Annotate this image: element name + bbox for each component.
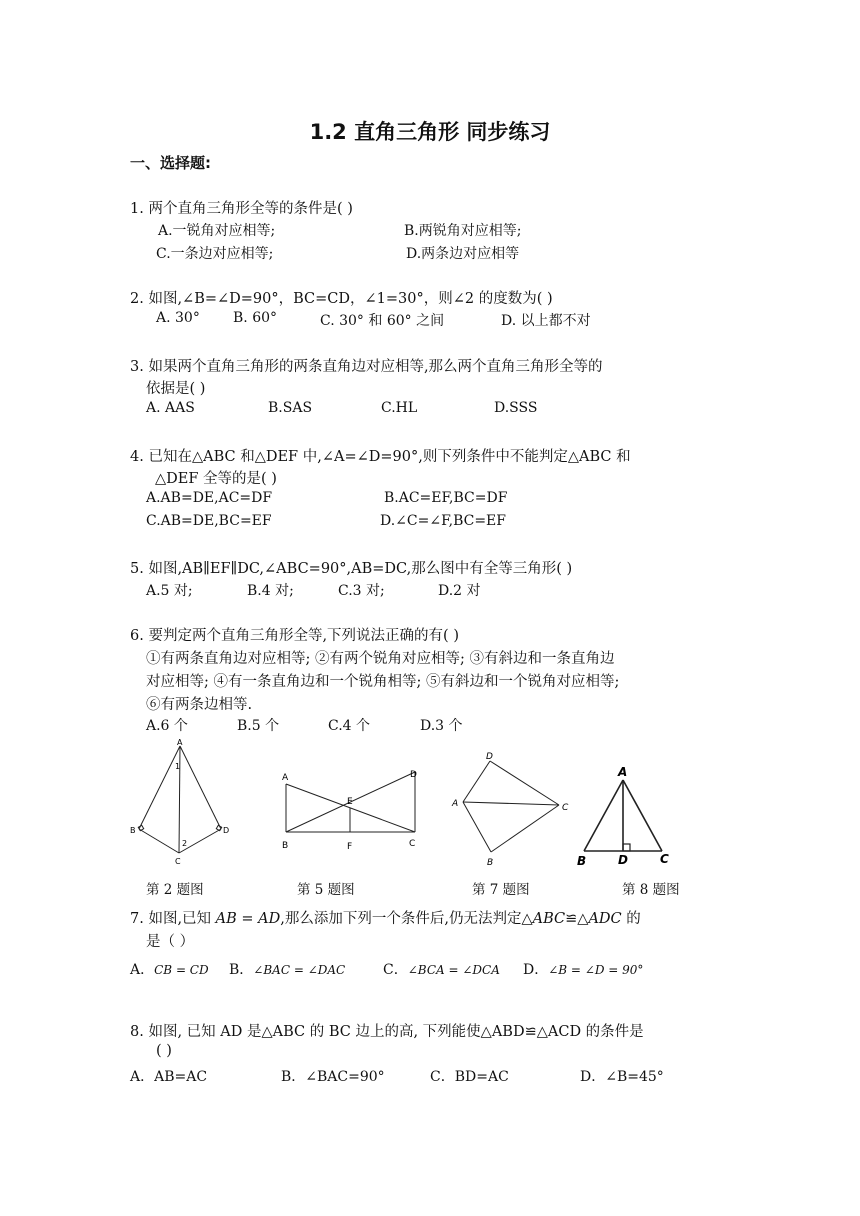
q3-option-a: A. AAS: [146, 400, 195, 416]
q4-option-a: A.AB=DE,AC=DF: [146, 490, 273, 506]
q2-option-a: A. 30°: [156, 310, 200, 326]
fig8-label-d: D: [618, 853, 628, 867]
q7-stem-line1: [130, 907, 641, 928]
section-heading: 一、选择题:: [130, 154, 211, 172]
q8-option-d: D．∠B=45°: [580, 1069, 664, 1085]
q6-line1: ①有两条直角边对应相等; ②有两个锐角对应相等; ③有斜边和一条直角边: [146, 651, 615, 667]
fig7-label-a: A: [452, 799, 459, 809]
q7-option-a-value: CB = CD: [154, 963, 209, 977]
q8-option-b: B．∠BAC=90°: [281, 1069, 385, 1085]
figure-q8: [574, 762, 684, 872]
q4-stem-line2: △DEF 全等的是( ): [155, 471, 277, 487]
q5-stem: 5. 如图,AB∥EF∥DC,∠ABC=90°,AB=DC,那么图中有全等三角形( ): [130, 561, 573, 577]
q2-option-c: C. 30° 和 60° 之间: [320, 313, 445, 329]
q7-option-b-label: B．: [229, 962, 254, 978]
q1-option-c: C.一条边对应相等;: [156, 246, 274, 262]
figure-q7: [448, 748, 578, 873]
fig5-label-f: F: [347, 842, 353, 852]
q7-option-c: [383, 959, 500, 979]
fig7-label-c: C: [562, 803, 569, 813]
q5-option-d: D.2 对: [438, 583, 481, 599]
fig7-label-d: D: [486, 752, 493, 762]
q6-option-a: A.6 个: [146, 718, 188, 734]
q1-option-b: B.两锐角对应相等;: [404, 223, 522, 239]
caption-figure-2: 第 2 题图: [146, 882, 204, 898]
fig7-label-b: B: [487, 858, 494, 868]
q3-stem-line2: 依据是( ): [146, 381, 206, 397]
q6-line2: 对应相等; ④有一条直角边和一个锐角相等; ⑤有斜边和一个锐角对应相等;: [146, 674, 620, 690]
q7-option-c-value: ∠BCA = ∠DCA: [407, 963, 500, 977]
fig2-label-c: C: [175, 857, 181, 866]
q7-option-b-value: ∠BAC = ∠DAC: [253, 963, 346, 977]
figure-q5: [278, 762, 423, 858]
q7-option-d: [523, 959, 643, 979]
q8-option-a: A．AB=AC: [130, 1069, 208, 1085]
figure-q2: [125, 735, 240, 870]
q3-stem-line1: 3. 如果两个直角三角形的两条直角边对应相等,那么两个直角三角形全等的: [130, 359, 603, 375]
fig8-label-c: C: [660, 852, 669, 866]
q7-option-b: [229, 959, 345, 979]
q1-option-d: D.两条边对应相等: [406, 246, 520, 262]
fig5-label-e: E: [347, 797, 353, 807]
q1-stem: 1. 两个直角三角形全等的条件是( ): [130, 201, 353, 217]
q7-stem-mid: ,那么添加下列一个条件后,仍无法判定△: [280, 911, 533, 927]
fig5-label-c: C: [409, 839, 416, 849]
q8-option-c: C．BD=AC: [430, 1069, 509, 1085]
q3-option-d: D.SSS: [494, 400, 538, 416]
fig2-label-a: A: [177, 738, 183, 747]
q7-option-c-label: C．: [383, 962, 408, 978]
q1-option-a: A.一锐角对应相等;: [158, 223, 276, 239]
caption-figure-5: 第 5 题图: [297, 882, 355, 898]
caption-figure-7: 第 7 题图: [472, 882, 530, 898]
fig2-label-angle1: 1: [175, 762, 181, 771]
q3-option-c: C.HL: [381, 400, 418, 416]
fig2-label-b: B: [130, 826, 136, 835]
q5-option-c: C.3 对;: [338, 583, 385, 599]
q5-option-a: A.5 对;: [146, 583, 193, 599]
q7-stem-post: 的: [621, 911, 641, 927]
q7-option-a-label: A．: [130, 962, 155, 978]
q6-option-d: D.3 个: [420, 718, 463, 734]
q7-option-a: [130, 959, 209, 979]
q8-stem-line1: 8. 如图, 已知 AD 是△ABC 的 BC 边上的高, 下列能使△ABD≌△ACD 的条件是: [130, 1024, 644, 1040]
q7-stem-math3: ADC: [588, 911, 622, 927]
fig5-label-b: B: [282, 841, 289, 851]
q2-stem: 2. 如图,∠B=∠D=90°，BC=CD，∠1=30°，则∠2 的度数为( ): [130, 291, 553, 307]
q2-option-b: B. 60°: [233, 310, 278, 326]
q7-option-d-value: ∠B = ∠D = 90°: [548, 963, 644, 977]
fig2-label-d: D: [223, 826, 230, 835]
q7-stem-cong: ≌△: [565, 911, 589, 927]
q6-option-b: B.5 个: [237, 718, 280, 734]
q4-option-b: B.AC=EF,BC=DF: [384, 490, 508, 506]
q6-stem: 6. 要判定两个直角三角形全等,下列说法正确的有( ): [130, 628, 459, 644]
q8-stem-line2: ( ): [156, 1043, 172, 1059]
q4-option-c: C.AB=DE,BC=EF: [146, 513, 272, 529]
caption-figure-8: 第 8 题图: [622, 882, 680, 898]
q7-stem-line2: 是（ ）: [146, 934, 195, 950]
q4-option-d: D.∠C=∠F,BC=EF: [380, 513, 506, 529]
q6-line3: ⑥有两条边相等.: [146, 697, 253, 713]
q6-option-c: C.4 个: [328, 718, 371, 734]
q3-option-b: B.SAS: [268, 400, 313, 416]
fig8-label-a: A: [618, 765, 628, 779]
q7-stem-math2: ABC: [532, 911, 566, 927]
fig5-label-d: D: [410, 770, 417, 780]
q7-stem-pre: 7. 如图,已知: [130, 911, 216, 927]
fig5-label-a: A: [282, 773, 289, 783]
fig8-label-b: B: [577, 854, 587, 868]
fig2-label-angle2: 2: [182, 839, 188, 848]
q7-option-d-label: D．: [523, 962, 549, 978]
q7-stem-math: AB = AD: [215, 911, 281, 927]
q5-option-b: B.4 对;: [247, 583, 294, 599]
page-title: 1.2 直角三角形 同步练习: [309, 120, 551, 144]
q2-option-d: D. 以上都不对: [501, 313, 591, 329]
q4-stem-line1: 4. 已知在△ABC 和△DEF 中,∠A=∠D=90°,则下列条件中不能判定△ABC 和: [130, 449, 631, 465]
